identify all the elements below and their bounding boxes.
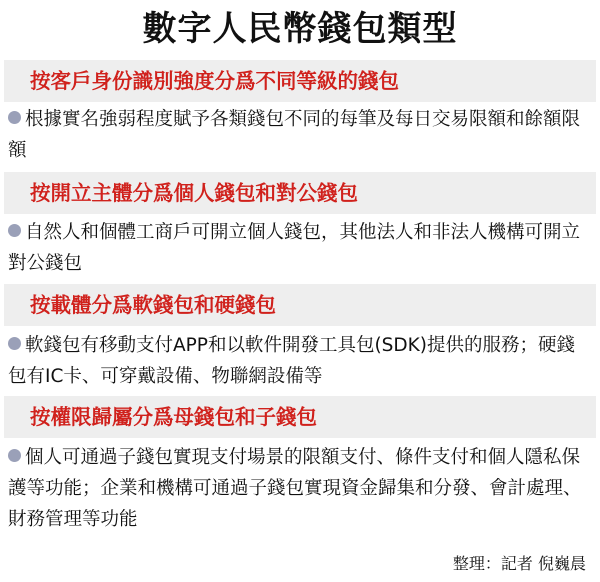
section-body-kyc-level bbox=[8, 104, 592, 166]
section-text: 自然人和個體工商戶可開立個人錢包，其他法人和非法人機構可開立對公錢包 bbox=[8, 222, 581, 274]
section-text: 軟錢包有移動支付APP和以軟件開發工具包(SDK)提供的服務；硬錢包有IC卡、可穿戴設備、物聯網設備等 bbox=[8, 335, 576, 387]
section-body-carrier bbox=[8, 330, 592, 392]
page-title: 數字人民幣錢包類型 bbox=[142, 9, 458, 49]
bullet-icon bbox=[8, 337, 21, 350]
section-body-account-owner bbox=[8, 217, 592, 279]
section-heading-carrier: 按載體分爲軟錢包和硬錢包 bbox=[4, 284, 596, 326]
footer-credit: 整理：記者 倪巍晨 bbox=[452, 554, 586, 573]
section-heading-kyc-level: 按客戶身份識別強度分爲不同等級的錢包 bbox=[4, 60, 596, 102]
section-body-permission bbox=[8, 442, 592, 535]
bullet-icon bbox=[8, 111, 21, 124]
section-heading-account-owner: 按開立主體分爲個人錢包和對公錢包 bbox=[4, 172, 596, 214]
bullet-icon bbox=[8, 449, 21, 462]
section-text: 根據實名強弱程度賦予各類錢包不同的每筆及每日交易限額和餘額限額 bbox=[8, 109, 581, 161]
section-heading-permission: 按權限歸屬分爲母錢包和子錢包 bbox=[4, 396, 596, 438]
section-text: 個人可通過子錢包實現支付場景的限額支付、條件支付和個人隱私保護等功能；企業和機構可通過子錢包實現資金歸集和分發、會計處理、財務管理等功能 bbox=[8, 447, 582, 530]
bullet-icon bbox=[8, 224, 21, 237]
